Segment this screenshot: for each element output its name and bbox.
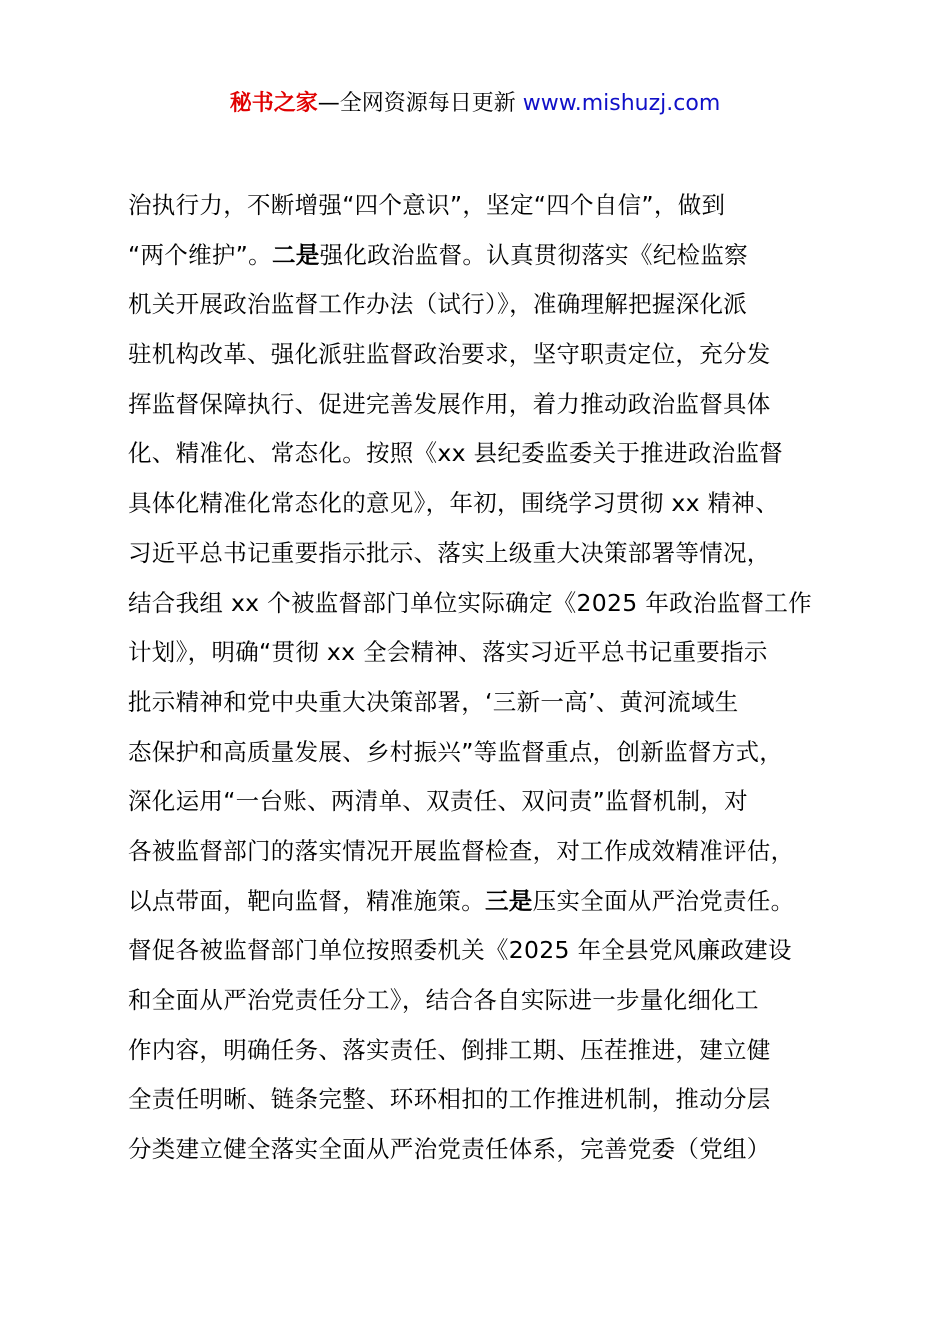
text-segment: 具体化精准化常态化的意见》，年初，围绕学习贯彻 xx 精神、	[128, 489, 780, 518]
text-segment: 计划》，明确“贯彻 xx 全会精神、落实习近平总书记重要指示	[128, 638, 768, 667]
bold-heading-marker: 三是	[485, 886, 533, 915]
text-segment: 习近平总书记重要指示批示、落实上级重大决策部署等情况，	[128, 538, 771, 567]
brand-name: 秘书之家	[229, 91, 318, 116]
text-line	[128, 682, 858, 732]
text-segment: 挥监督保障执行、促进完善发展作用，着力推动政治监督具体	[128, 389, 771, 418]
body-text	[128, 185, 858, 1179]
text-segment: 作内容，明确任务、落实责任、倒排工期、压茬推进，建立健	[128, 1035, 771, 1064]
text-line	[128, 533, 858, 583]
text-line	[128, 185, 858, 235]
site-url-link[interactable]: www.mishuzj.com	[522, 91, 721, 116]
text-line	[128, 384, 858, 434]
text-segment: 强化政治监督。认真贯彻落实《纪检监察	[319, 240, 748, 269]
text-segment: 结合我组 xx 个被监督部门单位实际确定《2025 年政治监督工作	[128, 588, 812, 617]
text-segment: 机关开展政治监督工作办法（试行）》，准确理解把握深化派	[128, 290, 748, 319]
text-line	[128, 235, 858, 285]
text-segment: 各被监督部门的落实情况开展监督检查，对工作成效精准评估，	[128, 836, 795, 865]
text-line	[128, 284, 858, 334]
text-segment: 以点带面，靶向监督，精准施策。	[128, 886, 485, 915]
text-line	[128, 881, 858, 931]
text-line	[128, 930, 858, 980]
header-tagline: —全网资源每日更新	[317, 91, 523, 116]
text-segment: 深化运用“一台账、两清单、双责任、双问责”监督机制，对	[128, 787, 748, 816]
text-line	[128, 732, 858, 782]
text-segment: 和全面从严治党责任分工》，结合各自实际进一步量化细化工	[128, 986, 759, 1014]
text-segment: 治执行力，不断增强“四个意识”，坚定“四个自信”，做到	[128, 191, 726, 219]
text-line	[128, 781, 858, 831]
text-line	[128, 583, 858, 633]
text-segment: 批示精神和党中央重大决策部署，‘三新一高’、黄河流域生	[128, 687, 739, 716]
text-segment: 分类建立健全落实全面从严治党责任体系，完善党委（党组）	[128, 1135, 771, 1164]
text-line	[128, 433, 858, 483]
text-segment: 压实全面从严治党责任。	[532, 886, 795, 915]
text-segment: “两个维护”。	[128, 240, 272, 269]
text-segment: 驻机构改革、强化派驻监督政治要求，坚守职责定位，充分发	[128, 340, 771, 369]
bold-heading-marker: 二是	[271, 240, 320, 269]
text-line	[128, 632, 858, 682]
text-segment: 态保护和高质量发展、乡村振兴”等监督重点，创新监督方式，	[128, 737, 784, 766]
text-line	[128, 831, 858, 881]
text-line	[128, 483, 858, 533]
text-segment: 化、精准化、常态化。按照《xx 县纪委监委关于推进政治监督	[128, 439, 783, 468]
text-line	[128, 334, 858, 384]
text-line	[128, 980, 858, 1030]
text-line	[128, 1079, 858, 1129]
text-line	[128, 1129, 858, 1179]
page-header	[0, 88, 950, 120]
text-segment: 全责任明晰、链条完整、环环相扣的工作推进机制，推动分层	[128, 1085, 771, 1114]
text-line	[128, 1030, 858, 1080]
text-segment: 督促各被监督部门单位按照委机关《2025 年全县党风廉政建设	[128, 936, 792, 965]
